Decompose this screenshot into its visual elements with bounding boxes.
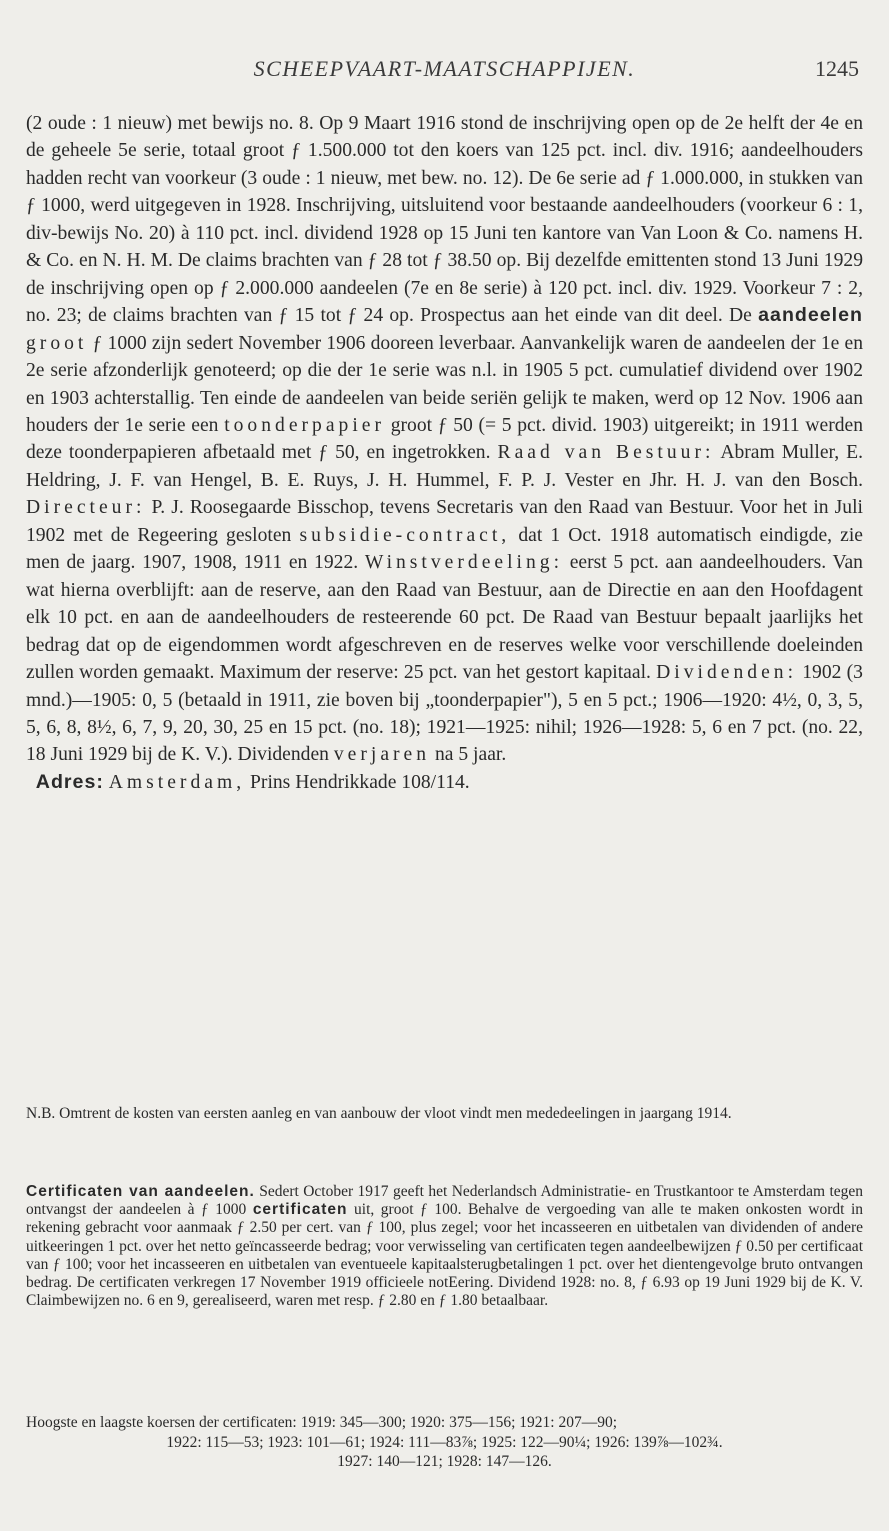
text-run: na 5 jaar. — [434, 744, 507, 766]
keyword-dividenden: Dividenden: — [656, 662, 798, 684]
text-run: eerst 5 pct. aan aandeelhouders. Van wat hierna overblijft: aan de reserve, aan den Raad van Bestuur, aan de Directie en aan den Hoofdagent elk 10 pct. en aan de aandeelhouders de resteerende 60 pct. De Raad van Bestuur bepaalt jaarlijks het bedrag dat op de eigendommen wordt afgeschreven en de reserves welke voor verschillende doeleinden zullen worden gemaakt. Maximum der reserve: 25 pct. van het gestort kapitaal. — [26, 552, 863, 684]
keyword-raad-van-bestuur: Raad van Bestuur: — [497, 442, 715, 464]
keyword-subsidie-contract: subsidie-contract, — [299, 524, 511, 546]
keyword-winstverdeeling: Winstverdeeling: — [364, 552, 564, 574]
main-text — [26, 110, 863, 796]
nb-note — [26, 1104, 863, 1123]
text-run: dat 1 Oct. 1918 automatisch eindigde, zie men de jaarg. 1907, 1908, 1911 en 1922. — [26, 524, 863, 574]
certificates-paragraph — [26, 1183, 863, 1310]
keyword-verjaren: verjaren — [333, 744, 431, 766]
keyword-toonderpapier: toonderpapier — [224, 414, 385, 436]
address-street: Prins Hendrikkade 108/114. — [250, 771, 470, 793]
text-run: uit, groot ƒ 100. Behalve de vergoeding van alle te maken onkosten wordt in rekening gebracht voor aanmaak ƒ 2.50 per cert. van ƒ 100, plus zegel; voor het incasseeren en uitbetalen van dividenden of andere uitkeeringen 1 pct. over het netto geïncasseerde bedrag; voor verwisseling van certificaten tegen aandeelbewijzen ƒ 0.50 per certificaat van ƒ 100; voor het incasseeren en uitbetalen van eventueele kapitaalsterugbetalingen 1 pct. over het dientengevolge bruto ontvangen bedrag. De certificaten verkregen 17 November 1919 officieele notEering. Dividend 1928: no. 8, ƒ 6.93 op 19 Juni 1929 bij de K. V. Claimbewijzen no. 6 en 9, gerealiseerd, waren met resp. ƒ 2.80 en ƒ 1.80 betaalbaar. — [26, 1201, 864, 1310]
keyword-groot: groot — [26, 332, 88, 354]
certificates-section — [26, 1183, 863, 1310]
text-run: ƒ 1000 zijn sedert November 1906 dooreen leverbaar. Aanvankelijk waren de aandeelen der 1e en 2e serie afzonderlijk genoteerd; op die der 1e serie was n.l. in 1905 5 pct. cumulatief dividend over 1902 en 1903 achterstallig. Ten einde de aandeelen van beide seriën gelijk te maken, werd op 12 Nov. 1906 aan houders der 1e serie een — [26, 332, 863, 436]
page-header — [26, 56, 863, 86]
price-line-2: 1922: 115—53; 1923: 101—61; 1924: 111—83⅞; 1925: 122—90¼; 1926: 139⅞—102¾. — [166, 1433, 723, 1451]
keyword-certificaten: certificaten — [252, 1201, 348, 1219]
nb-text: N.B. Omtrent de kosten van eersten aanleg en van aanbouw der vloot vindt men mededeelingen in jaargang 1914. — [26, 1105, 732, 1122]
address-line — [26, 769, 863, 796]
page-number: 1245 — [815, 56, 859, 81]
text-run: Abram Muller, E. Heldring, J. F. van Hengel, B. E. Ruys, J. H. Hummel, F. P. J. Vester en Jhr. H. J. van den Bosch. — [26, 442, 864, 491]
address-city: Amsterdam, — [108, 771, 246, 793]
main-paragraph — [26, 110, 863, 769]
price-line-1: Hoogste en laagste koersen der certificaten: 1919: 345—300; 1920: 375—156; 1921: 207—90; — [26, 1414, 618, 1431]
running-title: SCHEEPVAART-MAATSCHAPPIJEN. — [253, 56, 636, 81]
keyword-adres: Adres: — [35, 770, 104, 793]
text-run: (2 oude : 1 nieuw) met bewijs no. 8. Op 9 Maart 1916 stond de inschrijving open op de 2e helft der 4e en de geheele 5e serie, totaal groot ƒ 1.500.000 tot den koers van 125 pct. incl. div. 1916; aandeelhouders hadden recht van voorkeur (3 oude : 1 nieuw, met bew. no. 12). De 6e serie ad ƒ 1.000.000, in stukken van ƒ 1000, werd uitgegeven in 1928. Inschrijving, uitsluitend voor bestaande aandeelhouders (voorkeur 6 : 1, div-bewijs No. 20) à 110 pct. incl. dividend 1928 op 15 Juni ten kantore van Van Loon & Co. namens H. & Co. en N. H. M. De claims brachten van ƒ 28 tot ƒ 38.50 op. Bij dezelfde emittenten stond 13 Juni 1929 de inschrijving open op ƒ 2.000.000 aandeelen (7e en 8e serie) à 120 pct. incl. div. 1929. Voorkeur 7 : 2, no. 23; de claims brachten van ƒ 15 tot ƒ 24 op. Prospectus aan het einde van dit deel. De — [26, 113, 863, 327]
text-run: Sedert October 1917 geeft het Nederlandsch Administratie- en Trustkantoor te Amsterdam tegen ontvangst der aandeelen à ƒ 1000 — [26, 1183, 864, 1219]
certificates-heading: Certificaten van aandeelen. — [26, 1183, 255, 1200]
price-range-section — [26, 1413, 863, 1472]
keyword-aandeelen: aandeelen — [758, 304, 863, 327]
keyword-directeur: Directeur: — [26, 497, 146, 519]
text-run: groot ƒ 50 (= 5 pct. divid. 1903) uitgereikt; in 1911 werden deze toonderpapieren afbetaald met ƒ 50, en ingetrokken. — [26, 414, 864, 464]
price-line-3: 1927: 140—121; 1928: 147—126. — [337, 1453, 552, 1470]
text-run: 1902 (3 mnd.)—1905: 0, 5 (betaald in 1911, zie boven bij „toonderpapier"), 5 en 5 pct.; 1906—1920: 4½, 0, 3, 5, 5, 6, 8, 8½, 6, 7, 9, 20, 30, 25 en 15 pct. (no. 18); 1921—1925: nihil; 1926—1928: 5, 6 en 7 pct. (no. 22, 18 Juni 1929 bij de K. V.). Dividenden — [26, 662, 863, 766]
text-run: P. J. Roosegaarde Bisschop, tevens Secretaris van den Raad van Bestuur. Voor het in Juli 1902 met de Regeering gesloten — [26, 497, 863, 546]
